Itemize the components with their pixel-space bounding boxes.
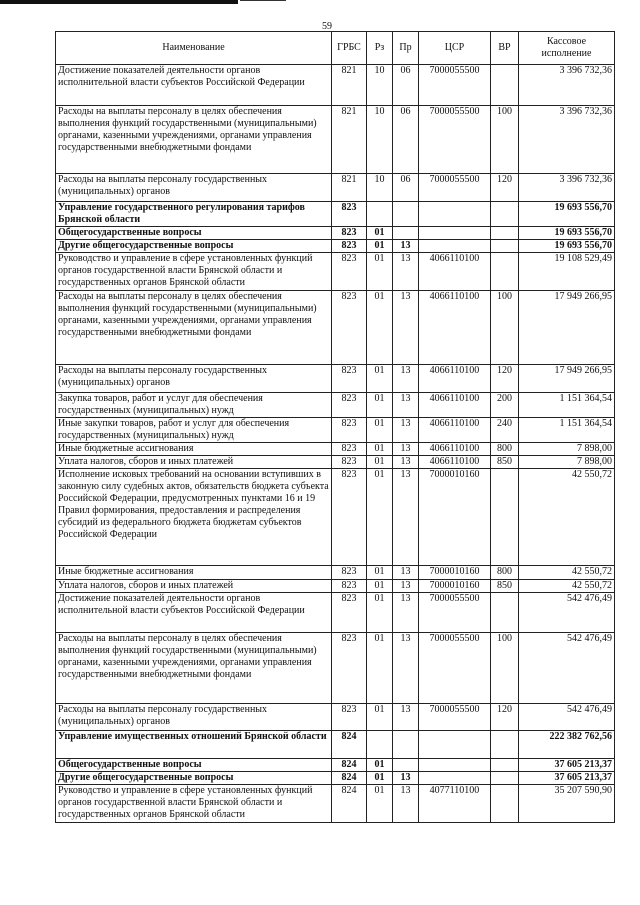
cell-amount: 542 476,49 (519, 593, 615, 633)
table-row (56, 291, 615, 365)
cell-rz: 01 (367, 593, 393, 633)
cell-vr (491, 469, 519, 566)
cell-rz: 01 (367, 704, 393, 731)
cell-name: Достижение показателей деятельности органов исполнительной власти субъектов Российской Федерации (56, 593, 332, 633)
header-name: Наименование (56, 32, 332, 65)
table-row (56, 759, 615, 772)
cell-grbs: 823 (332, 443, 367, 456)
cell-pr: 06 (393, 65, 419, 106)
cell-name: Расходы на выплаты персоналу государственных (муниципальных) органов (56, 704, 332, 731)
cell-vr (491, 731, 519, 759)
cell-csr: 4066110100 (419, 291, 491, 365)
cell-rz: 01 (367, 418, 393, 443)
cell-name: Достижение показателей деятельности органов исполнительной власти субъектов Российской Федерации (56, 65, 332, 106)
cell-grbs: 824 (332, 785, 367, 823)
cell-pr (393, 227, 419, 240)
cell-name: Расходы на выплаты персоналу в целях обеспечения выполнения функций государственными (муниципальными) органами, казенными учреждениями, органами управления государственными внебюджетными фондами (56, 291, 332, 365)
cell-pr: 13 (393, 443, 419, 456)
cell-rz: 10 (367, 174, 393, 202)
cell-grbs: 823 (332, 593, 367, 633)
cell-grbs: 823 (332, 253, 367, 291)
header-pr: Пр (393, 32, 419, 65)
cell-name: Расходы на выплаты персоналу государственных (муниципальных) органов (56, 365, 332, 393)
cell-csr: 7000010160 (419, 566, 491, 580)
cell-amount: 7 898,00 (519, 443, 615, 456)
table-row (56, 772, 615, 785)
cell-amount: 19 693 556,70 (519, 202, 615, 227)
cell-grbs: 823 (332, 202, 367, 227)
cell-vr: 800 (491, 566, 519, 580)
cell-pr (393, 759, 419, 772)
cell-amount: 542 476,49 (519, 704, 615, 731)
cell-name: Иные бюджетные ассигнования (56, 566, 332, 580)
cell-rz: 01 (367, 759, 393, 772)
cell-csr: 7000055500 (419, 174, 491, 202)
cell-amount: 3 396 732,36 (519, 106, 615, 174)
cell-csr: 7000010160 (419, 469, 491, 566)
cell-amount: 3 396 732,36 (519, 174, 615, 202)
cell-amount: 1 151 364,54 (519, 418, 615, 443)
cell-rz: 01 (367, 772, 393, 785)
cell-grbs: 823 (332, 469, 367, 566)
cell-pr: 13 (393, 456, 419, 469)
cell-vr: 850 (491, 580, 519, 593)
cell-amount: 19 108 529,49 (519, 253, 615, 291)
cell-vr: 100 (491, 291, 519, 365)
cell-grbs: 823 (332, 633, 367, 704)
page-number: 59 (322, 21, 332, 32)
cell-pr: 13 (393, 418, 419, 443)
cell-vr: 850 (491, 456, 519, 469)
cell-vr: 100 (491, 633, 519, 704)
table-row (56, 704, 615, 731)
cell-csr: 7000055500 (419, 593, 491, 633)
table-row (56, 785, 615, 823)
cell-pr: 13 (393, 253, 419, 291)
cell-name: Управление государственного регулирования тарифов Брянской области (56, 202, 332, 227)
cell-csr: 4066110100 (419, 365, 491, 393)
cell-grbs: 823 (332, 456, 367, 469)
cell-rz: 01 (367, 365, 393, 393)
cell-grbs: 823 (332, 240, 367, 253)
cell-pr: 13 (393, 704, 419, 731)
cell-csr (419, 731, 491, 759)
cell-rz (367, 731, 393, 759)
cell-rz: 01 (367, 785, 393, 823)
table-row (56, 174, 615, 202)
cell-grbs: 823 (332, 418, 367, 443)
cell-vr: 120 (491, 365, 519, 393)
cell-pr (393, 202, 419, 227)
scan-edge-mark-thin (240, 0, 286, 1)
cell-grbs: 821 (332, 106, 367, 174)
table-header-row (56, 32, 615, 65)
cell-rz: 01 (367, 469, 393, 566)
cell-grbs: 821 (332, 65, 367, 106)
header-vr: ВР (491, 32, 519, 65)
cell-pr: 13 (393, 393, 419, 418)
cell-csr: 4066110100 (419, 443, 491, 456)
cell-name: Управление имущественных отношений Брянской области (56, 731, 332, 759)
cell-amount: 42 550,72 (519, 566, 615, 580)
table-row (56, 469, 615, 566)
cell-amount: 35 207 590,90 (519, 785, 615, 823)
cell-pr: 13 (393, 633, 419, 704)
cell-amount: 17 949 266,95 (519, 365, 615, 393)
cell-pr (393, 731, 419, 759)
cell-vr (491, 759, 519, 772)
cell-name: Общегосударственные вопросы (56, 227, 332, 240)
cell-amount: 37 605 213,37 (519, 759, 615, 772)
scan-edge-mark (0, 0, 238, 4)
cell-rz: 10 (367, 65, 393, 106)
cell-amount: 3 396 732,36 (519, 65, 615, 106)
cell-pr: 06 (393, 106, 419, 174)
cell-rz: 01 (367, 633, 393, 704)
cell-rz: 01 (367, 253, 393, 291)
cell-csr: 4066110100 (419, 253, 491, 291)
cell-amount: 222 382 762,56 (519, 731, 615, 759)
cell-pr: 13 (393, 566, 419, 580)
table-row (56, 580, 615, 593)
table-row (56, 106, 615, 174)
cell-pr: 06 (393, 174, 419, 202)
header-amount: Кассовое исполнение (519, 32, 615, 65)
cell-pr: 13 (393, 580, 419, 593)
cell-rz (367, 202, 393, 227)
cell-csr: 7000055500 (419, 633, 491, 704)
cell-name: Другие общегосударственные вопросы (56, 772, 332, 785)
cell-grbs: 823 (332, 566, 367, 580)
budget-execution-table (55, 31, 615, 823)
cell-csr: 7000055500 (419, 704, 491, 731)
cell-csr: 4066110100 (419, 456, 491, 469)
header-grbs: ГРБС (332, 32, 367, 65)
cell-grbs: 824 (332, 731, 367, 759)
cell-pr: 13 (393, 365, 419, 393)
cell-grbs: 823 (332, 580, 367, 593)
cell-grbs: 823 (332, 227, 367, 240)
cell-csr: 7000055500 (419, 106, 491, 174)
cell-csr (419, 202, 491, 227)
cell-pr: 13 (393, 469, 419, 566)
cell-vr (491, 253, 519, 291)
cell-name: Расходы на выплаты персоналу в целях обеспечения выполнения функций государственными (муниципальными) органами, казенными учреждениями, органами управления государственными внебюджетными фондами (56, 633, 332, 704)
cell-name: Уплата налогов, сборов и иных платежей (56, 580, 332, 593)
table-row (56, 253, 615, 291)
table-row (56, 240, 615, 253)
cell-name: Закупка товаров, работ и услуг для обеспечения государственных (муниципальных) нужд (56, 393, 332, 418)
cell-amount: 19 693 556,70 (519, 227, 615, 240)
cell-csr (419, 772, 491, 785)
table-row (56, 566, 615, 580)
cell-name: Другие общегосударственные вопросы (56, 240, 332, 253)
cell-rz: 01 (367, 566, 393, 580)
cell-csr (419, 227, 491, 240)
cell-vr: 120 (491, 174, 519, 202)
cell-rz: 01 (367, 580, 393, 593)
cell-vr (491, 785, 519, 823)
table-row (56, 418, 615, 443)
cell-vr (491, 202, 519, 227)
table-row (56, 593, 615, 633)
cell-csr: 7000055500 (419, 65, 491, 106)
cell-name: Руководство и управление в сфере установленных функций органов государственной власти Брянской области и государственных органов Брянской области (56, 785, 332, 823)
cell-amount: 17 949 266,95 (519, 291, 615, 365)
cell-csr (419, 759, 491, 772)
cell-rz: 01 (367, 456, 393, 469)
cell-rz: 01 (367, 443, 393, 456)
cell-name: Уплата налогов, сборов и иных платежей (56, 456, 332, 469)
cell-grbs: 824 (332, 772, 367, 785)
cell-csr: 7000010160 (419, 580, 491, 593)
cell-vr (491, 593, 519, 633)
cell-vr (491, 772, 519, 785)
table-row (56, 731, 615, 759)
header-rz: Рз (367, 32, 393, 65)
cell-csr: 4066110100 (419, 393, 491, 418)
cell-rz: 01 (367, 227, 393, 240)
cell-vr (491, 227, 519, 240)
cell-vr: 120 (491, 704, 519, 731)
cell-amount: 1 151 364,54 (519, 393, 615, 418)
cell-pr: 13 (393, 593, 419, 633)
cell-pr: 13 (393, 240, 419, 253)
table-row (56, 443, 615, 456)
cell-name: Расходы на выплаты персоналу в целях обеспечения выполнения функций государственными (муниципальными) органами, казенными учреждениями, органами управления государственными внебюджетными фондами (56, 106, 332, 174)
table-row (56, 227, 615, 240)
cell-name: Руководство и управление в сфере установленных функций органов государственной власти Брянской области и государственных органов Брянской области (56, 253, 332, 291)
cell-vr (491, 240, 519, 253)
table-row (56, 633, 615, 704)
cell-name: Иные закупки товаров, работ и услуг для обеспечения государственных (муниципальных) нужд (56, 418, 332, 443)
cell-amount: 19 693 556,70 (519, 240, 615, 253)
table-row (56, 365, 615, 393)
cell-amount: 542 476,49 (519, 633, 615, 704)
cell-grbs: 823 (332, 393, 367, 418)
cell-rz: 01 (367, 240, 393, 253)
cell-vr: 800 (491, 443, 519, 456)
cell-pr: 13 (393, 772, 419, 785)
cell-csr (419, 240, 491, 253)
cell-grbs: 823 (332, 291, 367, 365)
cell-amount: 42 550,72 (519, 580, 615, 593)
cell-name: Общегосударственные вопросы (56, 759, 332, 772)
cell-rz: 10 (367, 106, 393, 174)
cell-vr (491, 65, 519, 106)
cell-pr: 13 (393, 291, 419, 365)
cell-name: Иные бюджетные ассигнования (56, 443, 332, 456)
cell-vr: 100 (491, 106, 519, 174)
table-row (56, 393, 615, 418)
header-csr: ЦСР (419, 32, 491, 65)
cell-grbs: 823 (332, 365, 367, 393)
table-row (56, 202, 615, 227)
cell-vr: 240 (491, 418, 519, 443)
table-row (56, 456, 615, 469)
cell-rz: 01 (367, 393, 393, 418)
cell-vr: 200 (491, 393, 519, 418)
cell-amount: 37 605 213,37 (519, 772, 615, 785)
cell-pr: 13 (393, 785, 419, 823)
cell-grbs: 824 (332, 759, 367, 772)
cell-csr: 4077110100 (419, 785, 491, 823)
cell-grbs: 821 (332, 174, 367, 202)
cell-amount: 42 550,72 (519, 469, 615, 566)
table-row (56, 65, 615, 106)
cell-name: Исполнение исковых требований на основании вступивших в законную силу судебных актов, обязательств бюджета субъекта Российской Федерации, предусмотренных пунктами 16 и 19 Правил формирования, предоставления и распределения субсидий из федерального бюджета бюджетам субъектов Российской Федерации (56, 469, 332, 566)
cell-rz: 01 (367, 291, 393, 365)
cell-name: Расходы на выплаты персоналу государственных (муниципальных) органов (56, 174, 332, 202)
cell-grbs: 823 (332, 704, 367, 731)
cell-amount: 7 898,00 (519, 456, 615, 469)
cell-csr: 4066110100 (419, 418, 491, 443)
